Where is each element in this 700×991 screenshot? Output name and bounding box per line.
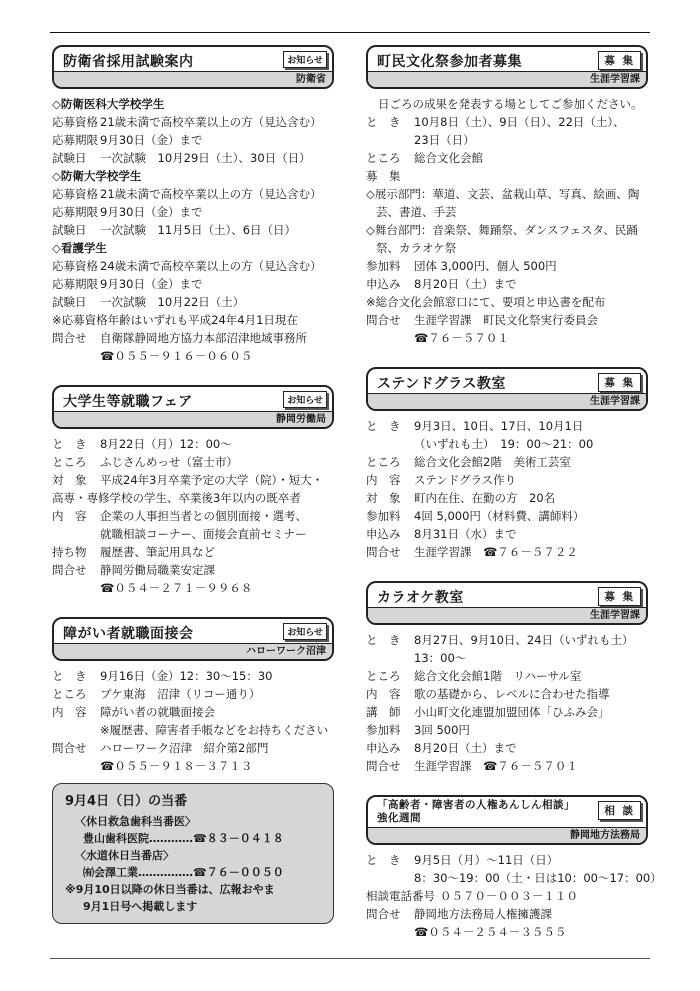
info-value: 9月3日、10日、17日、10月1日 (414, 419, 584, 433)
info-label: 問合せ (366, 759, 401, 773)
info-value: 4回 5,000円（材料費、講師料） (414, 509, 585, 523)
info-continuation: 8：30～19：00（土・日は10：00～17：00） (414, 871, 662, 885)
info-value: 町内在住、在勤の方 20名 (414, 491, 556, 505)
info-continuation: 就職相談コーナー、面接会直前セミナー (100, 527, 307, 541)
info-continuation: ☎０５５－９１８－３７１３ (100, 759, 253, 773)
info-row (366, 507, 648, 525)
info-label: ところ (366, 455, 401, 469)
info-note: ◇舞台部門：音楽祭、舞踊祭、ダンスフェスタ、民踊 (366, 223, 638, 237)
info-row (52, 329, 334, 347)
info-note: ※応募資格年齢はいずれも平成24年4月1日現在 (52, 313, 298, 327)
info-label: 参加料 (366, 723, 401, 737)
section-title: 大学生等就職フェア (63, 394, 193, 410)
section-body-shogai (52, 667, 334, 775)
info-label: 内 容 (52, 705, 87, 719)
info-value: 8月31日（水）まで (414, 527, 517, 541)
holiday-duty-title: 9月4日（日）の当番 (65, 794, 188, 809)
info-label: 内 容 (366, 473, 401, 487)
info-continuation: ☎０５５－９１６－０６０５ (100, 349, 253, 363)
section-title: 町民文化祭参加者募集 (377, 54, 522, 70)
info-value: 生涯学習課 町民文化祭実行委員会 (414, 313, 598, 327)
info-value: 生涯学習課 ☎７６－５７２２ (414, 545, 578, 559)
info-row (52, 739, 334, 757)
info-row (52, 471, 334, 489)
info-value: 9月5日（月）～11日（日） (414, 853, 559, 867)
info-row (52, 257, 334, 275)
info-row (366, 887, 648, 905)
info-label: 講 師 (366, 705, 401, 719)
info-row (366, 257, 648, 275)
info-label: と き (366, 115, 401, 129)
info-value: 歌の基礎から、レベルに合わせた指導 (414, 687, 610, 701)
holiday-duty-box (52, 783, 334, 924)
info-value: 9月16日（金）12：30～15：30 (100, 669, 273, 683)
info-value: ふじさんめっせ（富士市） (100, 455, 238, 469)
info-label: ところ (366, 669, 401, 683)
info-label: 応募期限 (52, 133, 98, 147)
recruit-badge: 募 集 (598, 587, 641, 606)
info-row (366, 543, 648, 561)
notice-badge: お知らせ (283, 623, 327, 640)
info-value: 8月20日（土）まで (414, 741, 517, 755)
info-value: 21歳未満で高校卒業以上の方（見込含む） (100, 115, 322, 129)
info-value: 21歳未満で高校卒業以上の方（見込含む） (100, 187, 322, 201)
recruit-badge: 募 集 (598, 51, 641, 70)
info-row (52, 203, 334, 221)
info-row (52, 685, 334, 703)
info-label: 申込み (366, 527, 401, 541)
info-label: 問合せ (52, 563, 87, 577)
info-label: 問合せ (52, 331, 87, 345)
section-body-jinken (366, 851, 662, 941)
holiday-duty-line: 9月1日号へ掲載します (83, 900, 198, 913)
info-value: プケ東海 沼津（リコー通り） (100, 687, 261, 701)
info-value: ０５７０－００３－１１０ (440, 889, 578, 903)
section-header-karaoke (366, 581, 648, 625)
info-continuation: 芸、書道、手芸 (376, 205, 457, 219)
info-value: 小山町文化連盟加盟団体「ひふみ会」 (414, 705, 610, 719)
info-row (366, 667, 648, 685)
info-value: 9月30日（金）まで (100, 205, 203, 219)
info-label: 試験日 (52, 223, 87, 237)
info-label: 募 集 (366, 169, 401, 183)
info-label: 申込み (366, 277, 401, 291)
info-value: 8月22日（月）12：00～ (100, 437, 232, 451)
info-row (52, 275, 334, 293)
org-band: 生涯学習課 (368, 393, 646, 409)
info-row (366, 757, 648, 775)
info-row (366, 311, 648, 329)
info-label: 内 容 (366, 687, 401, 701)
info-row (366, 167, 648, 185)
info-label: と き (52, 437, 87, 451)
info-label: と き (366, 853, 401, 867)
info-label: ところ (52, 455, 87, 469)
info-label: 問合せ (52, 741, 87, 755)
info-row (52, 131, 334, 149)
info-continuation: ☎０５４－２５４－３５５５ (414, 925, 567, 939)
info-label: 内 容 (52, 509, 87, 523)
right-column (366, 45, 662, 941)
info-label: と き (366, 633, 401, 647)
info-label: 参加料 (366, 509, 401, 523)
subsection-heading: ◇防衛医科大学校学生 (52, 97, 165, 111)
info-value: 静岡地方法務局人権擁護課 (414, 907, 552, 921)
info-value: ハローワーク沼津 紹介第2部門 (100, 741, 269, 755)
info-label: ところ (52, 687, 87, 701)
info-continuation: 23日（日） (414, 133, 475, 147)
info-row (366, 703, 648, 721)
info-row (366, 685, 648, 703)
section-body-fair (52, 435, 334, 597)
info-label: 応募資格 (52, 187, 98, 201)
info-row (366, 471, 648, 489)
info-continuation: 祭、カラオケ祭 (376, 241, 457, 255)
section-header-bouei (52, 45, 334, 89)
info-note: ※総合文化会館窓口にて、要項と申込書を配布 (366, 295, 606, 309)
holiday-duty-line: 〈休日救急歯科当番医〉 (75, 815, 196, 828)
info-value: 8月27日、9月10日、24日（いずれも土） (414, 633, 634, 647)
info-row (52, 453, 334, 471)
info-label: 相談電話番号 (366, 889, 435, 903)
section-body-stained (366, 417, 648, 561)
info-value: 一次試験 10月29日（土）、30日（日） (100, 151, 311, 165)
info-row (52, 113, 334, 131)
intro-text: 日ごろの成果を発表する場としてご参加ください。 (378, 97, 643, 111)
info-row (52, 221, 334, 239)
section-body-bouei (52, 95, 334, 365)
info-value: 総合文化会館1階 リハーサル室 (414, 669, 582, 683)
org-band: 静岡労働局 (54, 411, 332, 427)
section-header-fair (52, 385, 334, 429)
holiday-duty-line: ※9月10日以降の休日当番は、広報おやま (65, 883, 275, 896)
info-row (366, 851, 648, 869)
info-value: 障がい者の就職面接会 (100, 705, 215, 719)
consult-badge: 相 談 (598, 801, 641, 820)
info-row (366, 905, 648, 923)
info-value: 自衛隊静岡地方協力本部沼津地域事務所 (100, 331, 307, 345)
info-row (366, 275, 648, 293)
section-title-line1: 「高齢者・障害者の人権あんしん相談」 (377, 799, 575, 811)
section-title-line2: 強化週間 (377, 812, 421, 824)
info-value: 静岡労働局職業安定課 (100, 563, 215, 577)
info-row (366, 417, 648, 435)
notice-badge: お知らせ (283, 391, 327, 408)
info-value: 履歴書、筆記用具など (100, 545, 215, 559)
info-continuation: ☎０５４－２７１－９９６８ (100, 581, 253, 595)
info-label: と き (52, 669, 87, 683)
info-row (366, 631, 648, 649)
info-label: 対 象 (366, 491, 401, 505)
info-row (52, 435, 334, 453)
section-body-karaoke (366, 631, 648, 775)
info-label: 試験日 (52, 151, 87, 165)
top-rule (50, 32, 650, 33)
info-label: 参加料 (366, 259, 401, 273)
info-label: 応募期限 (52, 277, 98, 291)
info-value: 一次試験 10月22日（土） (100, 295, 245, 309)
info-value: 団体 3,000円、個人 500円 (414, 259, 557, 273)
info-note: 高専・専修学校の学生、卒業後3年以内の既卒者 (52, 491, 301, 505)
holiday-duty-line: 〈水道休日当番店〉 (75, 849, 174, 862)
info-row (366, 113, 648, 131)
section-title: カラオケ教室 (377, 590, 464, 606)
info-row (52, 507, 334, 525)
info-row (366, 721, 648, 739)
info-row (366, 149, 648, 167)
info-label: 持ち物 (52, 545, 87, 559)
section-title: 障がい者就職面接会 (63, 626, 194, 642)
org-band: ハローワーク沼津 (54, 643, 332, 659)
info-row (366, 489, 648, 507)
info-row (52, 561, 334, 579)
notice-badge: お知らせ (283, 51, 327, 68)
info-value: 生涯学習課 ☎７６－５７０１ (414, 759, 578, 773)
org-band: 防衛省 (54, 71, 332, 87)
section-header-jinken (366, 795, 648, 845)
info-value: 9月30日（金）まで (100, 133, 203, 147)
section-title: 防衛省採用試験案内 (63, 54, 194, 70)
info-note: ◇展示部門：華道、文芸、盆栽山草、写真、絵画、陶 (366, 187, 640, 201)
section-header-bunka (366, 45, 648, 89)
info-continuation: ※履歴書、障害者手帳などをお持ちください (100, 723, 329, 737)
info-value: 24歳未満で高校卒業以上の方（見込含む） (100, 259, 322, 273)
info-row (366, 453, 648, 471)
info-label: ところ (366, 151, 401, 165)
info-label: と き (366, 419, 401, 433)
info-value: 平成24年3月卒業予定の大学（院）・短大・ (100, 473, 324, 487)
org-band: 生涯学習課 (368, 71, 646, 87)
info-continuation: （いずれも土） 19：00～21：00 (414, 437, 594, 451)
info-label: 問合せ (366, 545, 401, 559)
bottom-rule (50, 958, 650, 959)
info-label: 問合せ (366, 313, 401, 327)
info-label: 応募資格 (52, 115, 98, 129)
info-row (366, 525, 648, 543)
info-label: 問合せ (366, 907, 401, 921)
holiday-duty-line: 豊山歯科医院…………☎８３－０４１８ (83, 832, 284, 845)
info-value: 10月8日（土）、9日（日）、22日（土）、 (414, 115, 625, 129)
info-row (52, 667, 334, 685)
left-column (52, 45, 334, 924)
info-value: 企業の人事担当者との個別面接・選考、 (100, 509, 307, 523)
info-row (52, 149, 334, 167)
holiday-duty-line: ㈲会澤工業……………☎７６－００５０ (83, 866, 284, 879)
section-title: ステンドグラス教室 (377, 376, 506, 392)
info-value: 総合文化会館 (414, 151, 483, 165)
info-continuation: ☎７６－５７０１ (414, 331, 509, 345)
info-value: 9月30日（金）まで (100, 277, 203, 291)
info-label: 試験日 (52, 295, 87, 309)
info-label: 申込み (366, 741, 401, 755)
recruit-badge: 募 集 (598, 373, 641, 392)
info-label: 応募期限 (52, 205, 98, 219)
info-continuation: 13：00～ (414, 651, 467, 665)
info-value: 3回 500円 (414, 723, 470, 737)
info-value: 8月20日（土）まで (414, 277, 517, 291)
info-value: 一次試験 11月5日（土）、6日（日） (100, 223, 297, 237)
info-row (52, 703, 334, 721)
info-label: 応募資格 (52, 259, 98, 273)
info-row (366, 739, 648, 757)
subsection-heading: ◇看護学生 (52, 241, 107, 255)
info-label: 対 象 (52, 473, 87, 487)
org-band: 静岡地方法務局 (368, 827, 646, 843)
info-row (52, 543, 334, 561)
info-value: 総合文化会館2階 美術工芸室 (414, 455, 571, 469)
subsection-heading: ◇防衛大学校学生 (52, 169, 142, 183)
info-value: ステンドグラス作り (414, 473, 517, 487)
info-row (52, 185, 334, 203)
section-body-bunka (366, 95, 648, 347)
section-title (377, 799, 575, 825)
holiday-duty-lines (65, 813, 323, 915)
section-header-shogai (52, 617, 334, 661)
org-band: 生涯学習課 (368, 607, 646, 623)
info-row (52, 293, 334, 311)
section-header-stained (366, 367, 648, 411)
